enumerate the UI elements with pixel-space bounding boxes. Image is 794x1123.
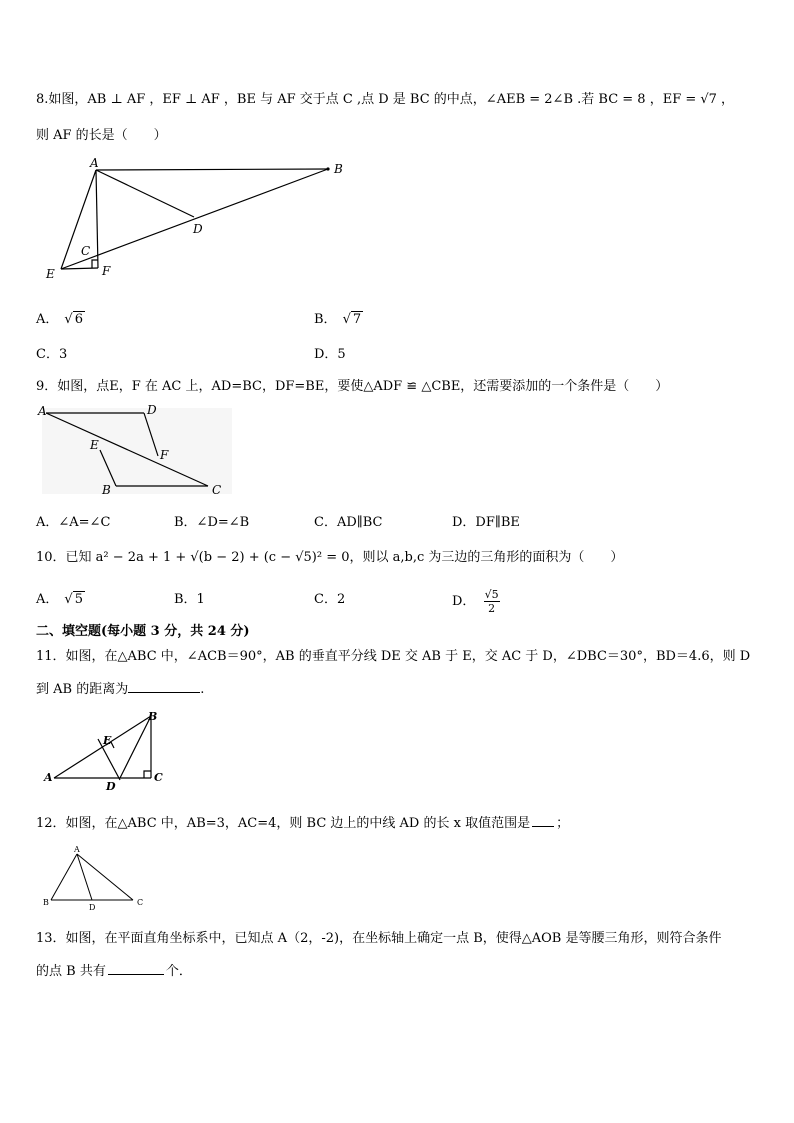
q10-option-d-numerator: √5	[484, 588, 499, 601]
q10-option-b: B．1	[174, 592, 205, 607]
q12-text-end: ；	[556, 816, 570, 831]
q11-line1: 11．如图，在△ABC 中，∠ACB＝90°，AB 的垂直平分线 DE 交 AB 于 E，交 AC 于 D，∠DBC＝30°，BD＝4.6，则 D	[36, 649, 751, 664]
q12-label-a: A	[74, 845, 80, 854]
q10-text: 10．已知 a² − 2a + 1 + √(b − 2) + (c − √5)² = 0，则以 a,b,c 为三边的三角形的面积为（ ）	[36, 550, 624, 565]
q8-line2: 则 AF 的长是（ ）	[36, 128, 167, 143]
q10-option-c: C．2	[314, 592, 346, 607]
q8-label-a: A	[90, 156, 99, 170]
q10-option-a: A． √ 5	[36, 592, 83, 607]
q8-figure	[36, 154, 356, 284]
q10-option-d-denominator: 2	[488, 602, 496, 615]
q9-label-d: D	[147, 403, 157, 417]
q8-option-b: B． √ 7	[314, 312, 362, 327]
q10-option-d	[452, 588, 500, 615]
q12-label-c: C	[137, 898, 144, 907]
q11-line2-text: 到 AB 的距离为	[36, 682, 129, 697]
q13-line2-text: 的点 B 共有	[36, 964, 106, 979]
q11-label-a: A	[44, 771, 53, 784]
q9-option-d: D．DF∥BE	[452, 515, 520, 530]
q13-line1: 13．如图，在平面直角坐标系中，已知点 A（2，-2)，在坐标轴上确定一点 B，使得△AOB 是等腰三角形，则符合条件	[36, 931, 722, 946]
q11-label-d: D	[106, 780, 116, 792]
q8-option-b-value: 7	[352, 312, 362, 327]
q8-option-b-label: B．	[314, 312, 337, 327]
q9-label-e: E	[90, 438, 99, 452]
q13-line2-end: 个．	[165, 964, 192, 979]
q8-line1: 8.如图，AB ⊥ AF ，EF ⊥ AF ，BE 与 AF 交于点 C ,点 D 是 BC 的中点，∠AEB = 2∠B .若 BC = 8 ，EF = √7 ，	[36, 92, 735, 107]
q12-text-body: 12．如图，在△ABC 中，AB=3，AC=4，则 BC 边上的中线 AD 的长 x 取值范围是	[36, 816, 531, 831]
q9-label-c: C	[212, 483, 222, 497]
q8-option-d: D．5	[314, 347, 346, 362]
q11-label-b: B	[148, 710, 158, 723]
q10-option-d-label: D．	[452, 594, 476, 609]
q12-answer-blank[interactable]	[532, 826, 554, 827]
q12-text	[36, 812, 569, 831]
q8-label-b: B	[334, 162, 343, 176]
q9-label-f: F	[160, 448, 169, 462]
q8-option-a-label: A．	[36, 312, 59, 327]
q9-figure	[36, 400, 236, 500]
q9-label-b: B	[102, 483, 111, 497]
q10-option-a-label: A．	[36, 592, 59, 607]
q11-line2-end: .	[200, 682, 205, 697]
section-2-heading: 二、填空题(每小题 3 分，共 24 分)	[36, 624, 250, 639]
q11-label-e: E	[103, 734, 112, 747]
q9-option-a: A．∠A=∠C	[36, 515, 111, 530]
q13-answer-blank[interactable]	[108, 974, 164, 975]
q10-option-a-value: 5	[74, 592, 83, 607]
q12-figure	[38, 842, 158, 912]
q9-label-a: A	[38, 404, 47, 418]
q8-label-f: F	[102, 264, 111, 278]
q11-answer-blank[interactable]	[128, 692, 200, 693]
q11-line2	[36, 678, 204, 697]
q8-option-a: A． √ 6	[36, 312, 83, 327]
q11-figure	[40, 706, 170, 792]
q11-label-c: C	[154, 771, 163, 784]
q12-label-b: B	[43, 898, 49, 907]
q12-label-d: D	[89, 903, 96, 912]
q8-label-c: C	[81, 244, 91, 258]
q8-option-a-value: 6	[74, 312, 83, 327]
q8-option-c: C．3	[36, 347, 68, 362]
q9-text: 9．如图，点E，F 在 AC 上，AD=BC，DF=BE，要使△ADF ≌ △CBE，还需要添加的一个条件是（ ）	[36, 379, 669, 394]
q13-line2	[36, 960, 192, 979]
q8-label-e: E	[46, 267, 55, 281]
q9-option-c: C．AD∥BC	[314, 515, 383, 530]
q9-option-b: B．∠D=∠B	[174, 515, 250, 530]
q8-label-d: D	[193, 222, 203, 236]
